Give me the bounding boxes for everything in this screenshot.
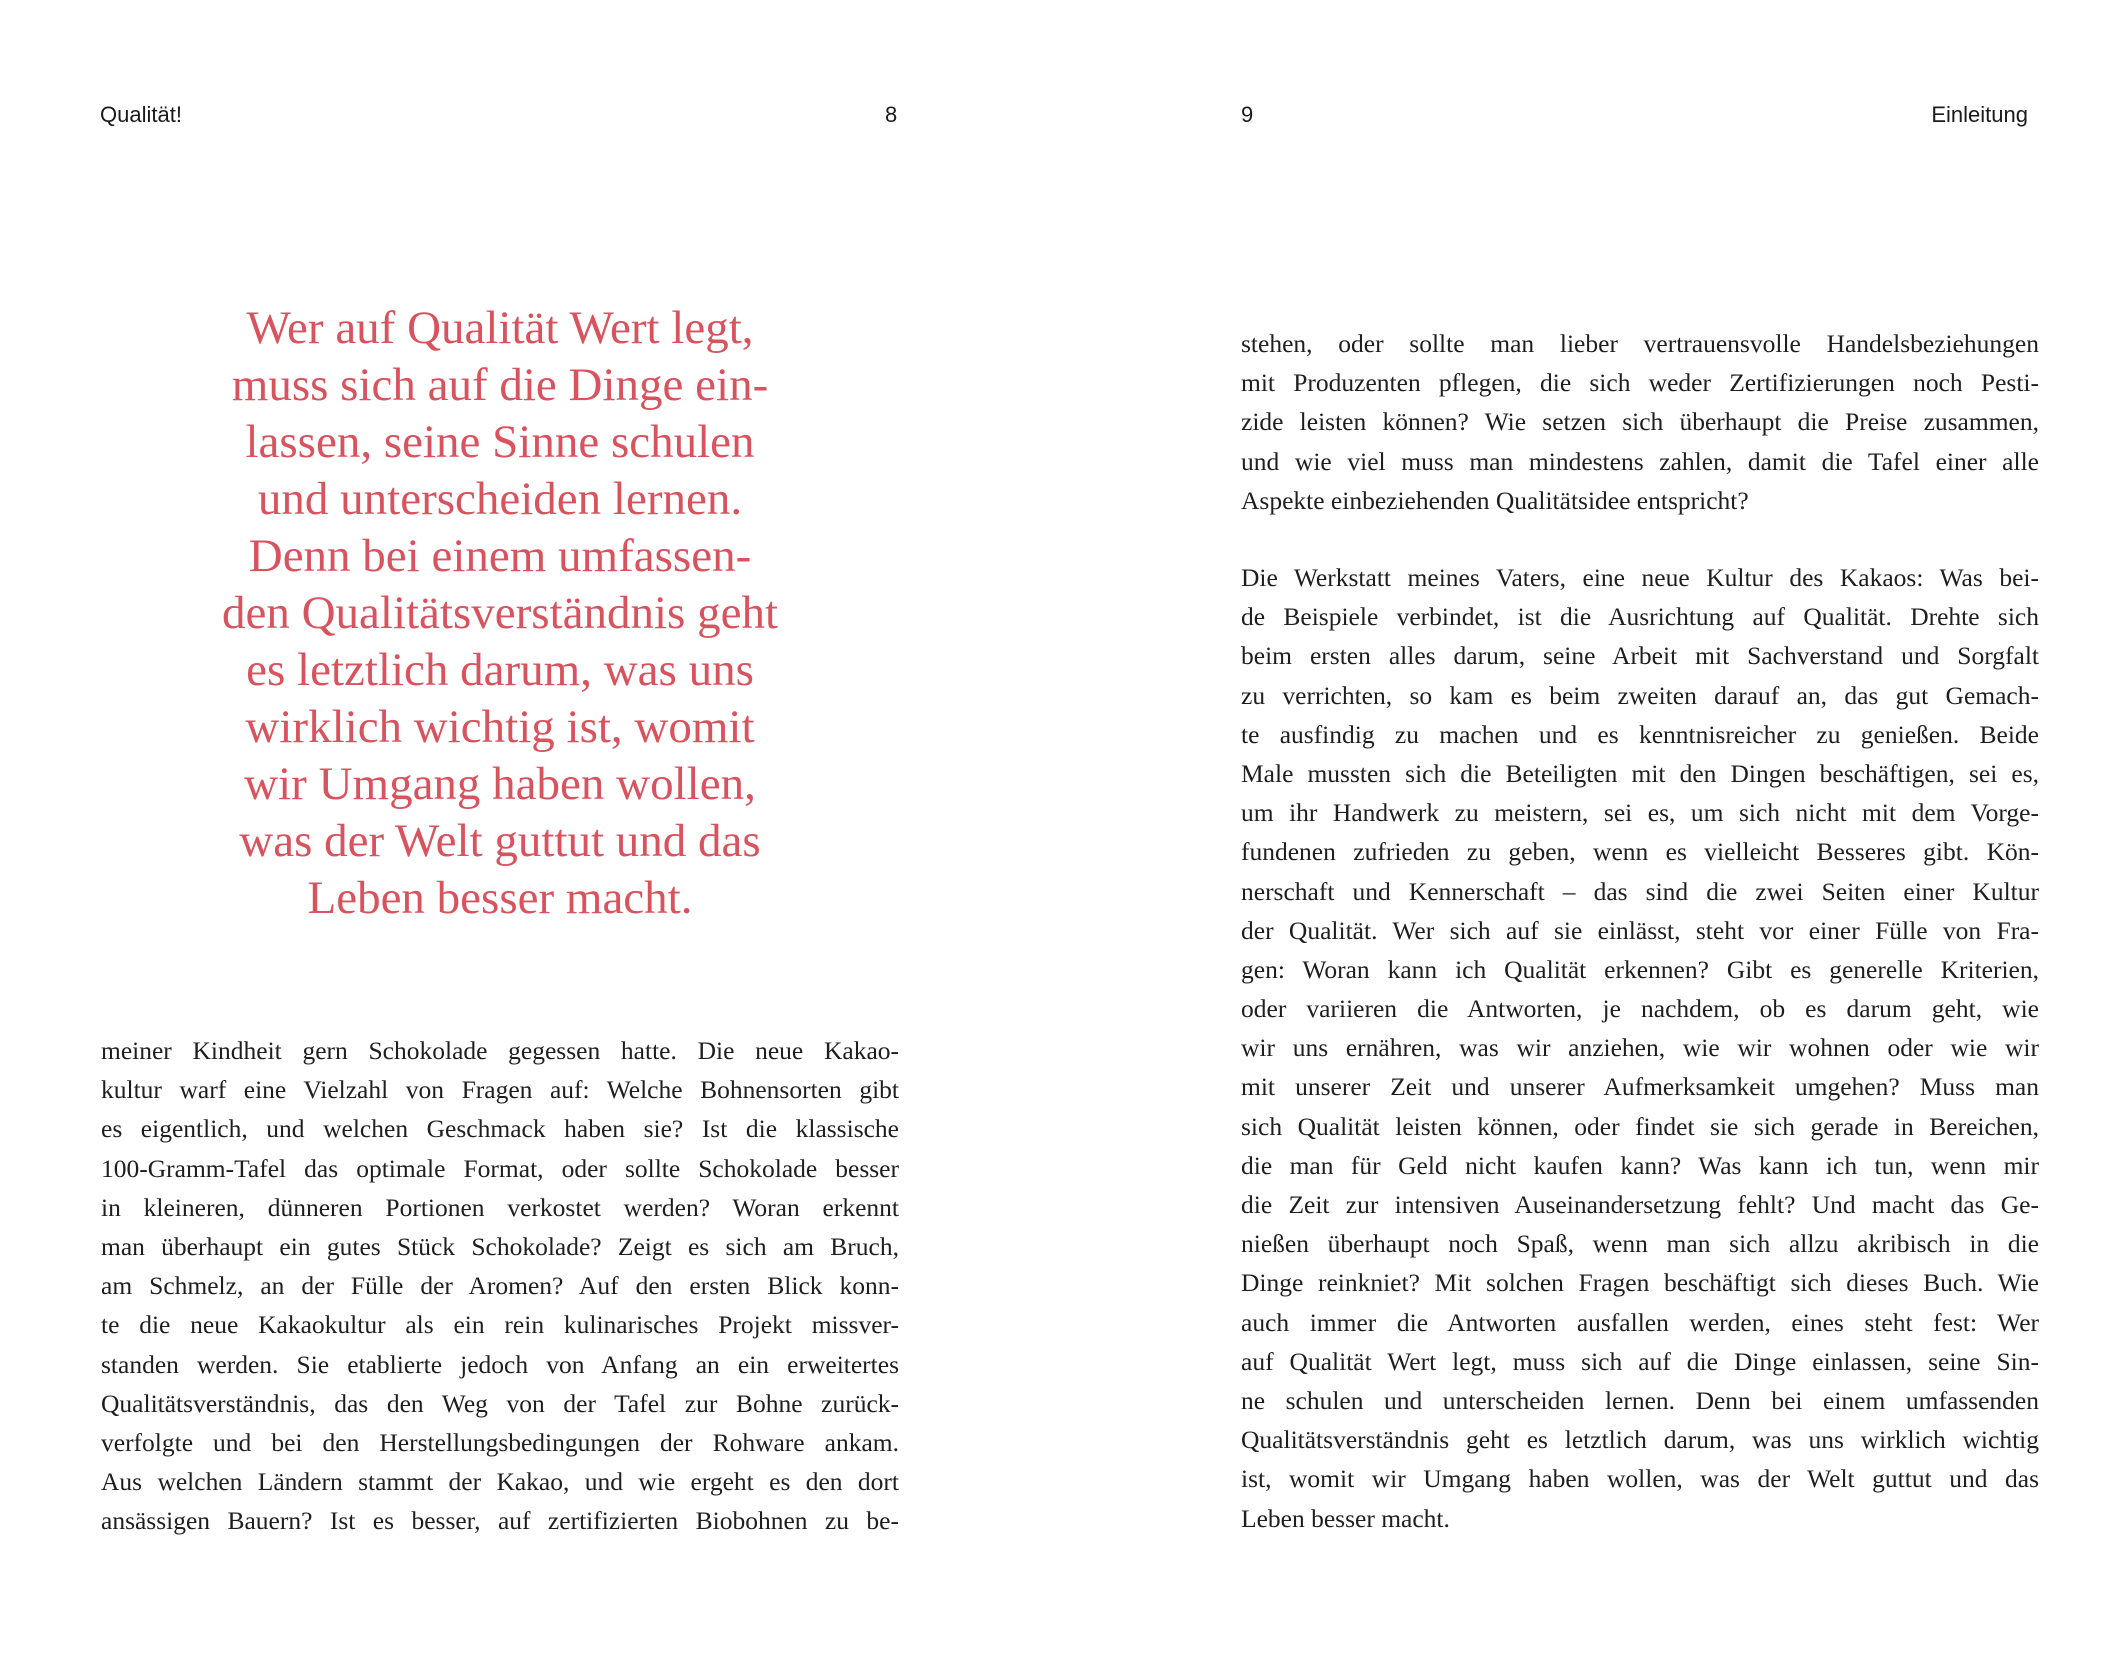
text-line: nerschaft und Kennerschaft – das sind die zwei Seiten einer Kultur — [1241, 876, 2039, 906]
text-line: mit unserer Zeit und unserer Aufmerksamkeit umgehen? Muss man — [1241, 1072, 2039, 1102]
text-line: zu verrichten, so kam es beim zweiten darauf an, das gut Gemach- — [1241, 680, 2039, 710]
text-line: Die Werkstatt meines Vaters, eine neue Kultur des Kakaos: Was bei- — [1241, 563, 2039, 592]
text-line: ne schulen und unterscheiden lernen. Denn bei einem umfassenden — [1241, 1385, 2039, 1415]
text-line: wir uns ernähren, was wir anziehen, wie wir wohnen oder wie wir — [1241, 1033, 2039, 1063]
text-line: te ausfindig zu machen und es kenntnisreicher zu genießen. Beide — [1241, 719, 2039, 749]
body-paragraph — [1241, 558, 2039, 1538]
text-line: die Zeit zur intensiven Auseinandersetzung fehlt? Und macht das Ge- — [1241, 1190, 2039, 1219]
pull-quote-line: muss sich auf die Dinge ein- — [231, 359, 769, 411]
text-line: te die neue Kakaokultur als ein rein kulinarisches Projekt missver- — [101, 1310, 899, 1340]
right-page — [1063, 0, 2126, 1654]
text-line: verfolgte und bei den Herstellungsbedingungen der Rohware ankam. — [101, 1427, 899, 1457]
text-line: sich Qualität leisten können, oder findet sie sich gerade in Bereichen, — [1241, 1111, 2039, 1141]
text-line: Leben besser macht. — [1241, 1503, 1450, 1533]
text-line: in kleineren, dünneren Portionen verkostet werden? Woran erkennt — [101, 1192, 899, 1222]
page-number: 8 — [885, 102, 898, 127]
text-line: Male mussten sich die Beteiligten mit den Dingen beschäftigen, sei es, — [1241, 758, 2039, 788]
text-line: Aus welchen Ländern stammt der Kakao, und wie ergeht es den dort — [101, 1467, 899, 1497]
text-line: man überhaupt ein gutes Stück Schokolade? Zeigt es sich am Bruch, — [101, 1231, 899, 1261]
text-line: beim ersten alles darum, seine Arbeit mit Sachverstand und Sorgfalt — [1241, 641, 2039, 671]
pull-quote-line: Denn bei einem umfassen- — [248, 530, 752, 582]
running-head-title: Qualität! — [100, 102, 182, 127]
text-line: oder variieren die Antworten, je nachdem, ob es darum geht, wie — [1241, 994, 2039, 1024]
text-line: meiner Kindheit gern Schokolade gegessen hatte. Die neue Kakao- — [101, 1036, 899, 1065]
text-line: kultur warf eine Vielzahl von Fragen auf: Welche Bohnensorten gibt — [101, 1075, 899, 1105]
pull-quote-line: wirklich wichtig ist, womit — [245, 701, 755, 753]
text-line: die man für Geld nicht kaufen kann? Was kann ich tun, wenn mir — [1241, 1150, 2039, 1180]
text-line: standen werden. Sie etablierte jedoch von Anfang an ein erweitertes — [101, 1349, 899, 1379]
text-line: ansässigen Bauern? Ist es besser, auf zertifizierten Biobohnen zu be- — [101, 1506, 899, 1536]
pull-quote-line: was der Welt guttut und das — [239, 815, 761, 867]
text-line: der Qualität. Wer sich auf sie einlässt, steht vor einer Fülle von Fra- — [1241, 915, 2039, 945]
pull-quote-line: Leben besser macht. — [307, 872, 693, 924]
body-paragraph — [101, 1031, 899, 1540]
text-line: Dinge reinkniet? Mit solchen Fragen beschäftigt sich dieses Buch. Wie — [1241, 1268, 2039, 1298]
text-line: stehen, oder sollte man lieber vertrauensvolle Handelsbeziehungen — [1241, 329, 2039, 358]
text-line: am Schmelz, an der Fülle der Aromen? Auf den ersten Blick konn- — [101, 1271, 899, 1301]
text-line: und wie viel muss man mindestens zahlen, damit die Tafel einer alle — [1241, 446, 2039, 476]
text-line: fundenen zufrieden zu geben, wenn es vielleicht Besseres gibt. Kön- — [1241, 837, 2039, 867]
text-line: ist, womit wir Umgang haben wollen, was der Welt guttut und das — [1241, 1464, 2039, 1494]
pull-quote-line: wir Umgang haben wollen, — [244, 758, 756, 810]
text-line: zide leisten können? Wie setzen sich überhaupt die Preise zusammen, — [1241, 407, 2039, 437]
page-number: 9 — [1241, 102, 1254, 127]
body-paragraph — [1241, 324, 2039, 520]
text-line: 100-Gramm-Tafel das optimale Format, oder sollte Schokolade besser — [101, 1153, 899, 1183]
pull-quote-line: den Qualitätsverständnis geht — [221, 587, 779, 639]
text-line: um ihr Handwerk zu meistern, sei es, um sich nicht mit dem Vorge- — [1241, 798, 2039, 828]
text-line: Aspekte einbeziehenden Qualitätsidee entspricht? — [1241, 485, 1749, 515]
text-line: auch immer die Antworten ausfallen werden, eines steht fest: Wer — [1241, 1307, 2039, 1337]
text-line: de Beispiele verbindet, ist die Ausrichtung auf Qualität. Drehte sich — [1241, 602, 2039, 632]
text-line: nießen überhaupt noch Spaß, wenn man sich allzu akribisch in die — [1241, 1229, 2039, 1259]
pull-quote — [150, 300, 850, 927]
text-line: Qualitätsverständnis, das den Weg von der Tafel zur Bohne zurück- — [101, 1388, 899, 1418]
text-line: gen: Woran kann ich Qualität erkennen? Gibt es generelle Kriterien, — [1241, 954, 2039, 984]
pull-quote-line: und unterscheiden lernen. — [257, 473, 743, 525]
text-line: mit Produzenten pflegen, die sich weder Zertifizierungen noch Pesti- — [1241, 368, 2039, 398]
pull-quote-line: es letztlich darum, was uns — [246, 644, 754, 696]
pull-quote-line: Wer auf Qualität Wert legt, — [246, 302, 754, 354]
text-line: es eigentlich, und welchen Geschmack haben sie? Ist die klassische — [101, 1114, 899, 1144]
running-head-title: Einleitung — [1931, 102, 2028, 127]
text-line: Qualitätsverständnis geht es letztlich darum, was uns wirklich wichtig — [1241, 1425, 2039, 1455]
text-line: auf Qualität Wert legt, muss sich auf die Dinge einlassen, seine Sin- — [1241, 1346, 2039, 1376]
pull-quote-line: lassen, seine Sinne schulen — [245, 416, 755, 468]
